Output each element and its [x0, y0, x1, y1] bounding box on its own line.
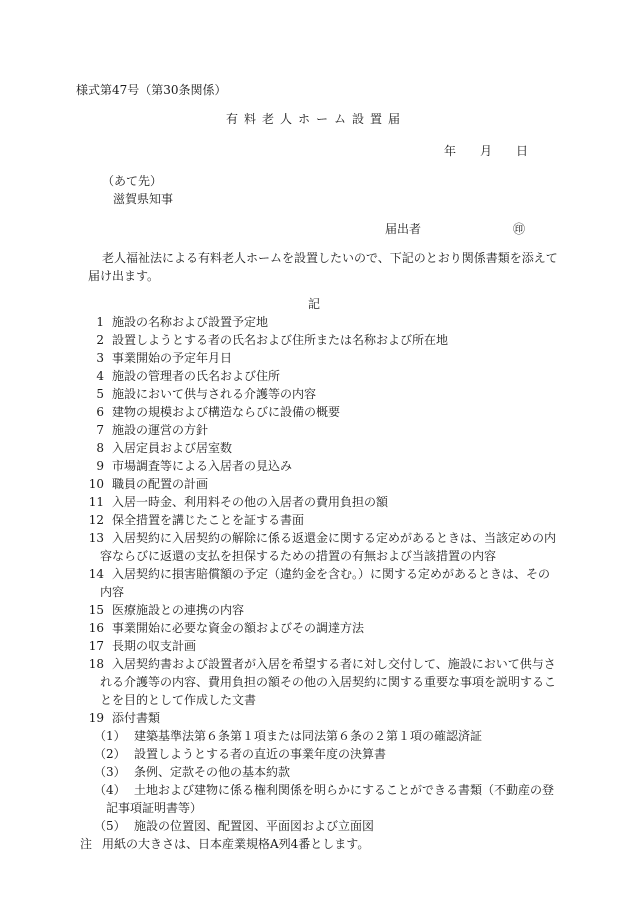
attachment-number: （2）	[94, 747, 126, 761]
list-item	[88, 532, 558, 568]
submitter-label: 届出者	[385, 222, 422, 236]
item-text: 施設の運営の方針	[112, 423, 209, 437]
attachment-text: 建築基準法第６条第１項または同法第６条の２第１項の確認済証	[134, 729, 483, 743]
item-number: 10	[88, 477, 104, 491]
list-item	[88, 388, 558, 406]
item-text-continued: れる介護等の内容、費用負担の額その他の入居契約に関する重要な事項を説明するこ	[100, 675, 557, 689]
note-label: 注	[80, 837, 93, 851]
list-item	[88, 460, 558, 478]
list-item	[88, 334, 558, 352]
item-text: 入居契約書および設置者が入居を希望する者に対し交付して、施設において供与さ	[112, 657, 556, 671]
item-number: 7	[96, 423, 104, 437]
note-text: 用紙の大きさは、日本産業規格A列4番とします。	[102, 837, 370, 851]
intro-line-1: 老人福祉法による有料老人ホームを設置したいので、下記のとおり関係書類を添えて	[102, 251, 558, 265]
item-number: 13	[88, 531, 104, 545]
item-text: 事業開始に必要な資金の額およびその調達方法	[112, 621, 365, 635]
item-text: 入居契約に入居契約の解除に係る返還金に関する定めがあるときは、当該定めの内	[112, 531, 557, 545]
date-month: 月	[480, 144, 493, 158]
item-text-continued: 内容	[100, 585, 125, 599]
attachment-number: （3）	[94, 765, 126, 779]
list-item	[94, 820, 554, 838]
list-item	[88, 622, 558, 640]
item-text: 医療施設との連携の内容	[112, 603, 245, 617]
item-text: 事業開始の予定年月日	[112, 351, 233, 365]
attachment-number: （1）	[94, 729, 126, 743]
item-text: 入居契約に損害賠償額の予定（違約金を含む。）に関する定めがあるときは、その	[112, 567, 551, 581]
ki-heading: 記	[308, 297, 321, 311]
list-item	[88, 604, 558, 622]
item-number: 19	[88, 711, 104, 725]
list-item	[88, 568, 558, 604]
list-item	[88, 352, 558, 370]
form-number: 様式第47号（第30条関係）	[76, 83, 227, 97]
date-year: 年	[444, 144, 457, 158]
item-number: 9	[96, 459, 104, 473]
date-day: 日	[516, 144, 529, 158]
item-number: 4	[96, 369, 104, 383]
list-item	[88, 424, 558, 442]
item-text: 施設の管理者の氏名および住所	[112, 369, 281, 383]
item-text: 市場調査等による入居者の見込み	[112, 459, 293, 473]
item-text: 設置しようとする者の氏名および住所または名称および所在地	[112, 333, 449, 347]
item-number: 1	[96, 315, 104, 329]
list-item	[94, 748, 554, 766]
list-item	[88, 640, 558, 658]
item-text: 職員の配置の計画	[112, 477, 209, 491]
item-text-continued: とを目的として作成した文書	[100, 693, 257, 707]
item-text: 入居定員および居室数	[112, 441, 233, 455]
list-item	[88, 316, 558, 334]
attachment-number: （5）	[94, 819, 126, 833]
list-item	[88, 712, 558, 730]
list-item	[88, 496, 558, 514]
item-number: 16	[88, 621, 104, 635]
item-number: 2	[96, 333, 104, 347]
item-number: 14	[88, 567, 104, 581]
list-item	[88, 478, 558, 496]
list-item	[94, 730, 554, 748]
item-number: 8	[96, 441, 104, 455]
item-number: 3	[96, 351, 104, 365]
list-item	[88, 406, 558, 424]
addressee-name: 滋賀県知事	[113, 192, 174, 206]
item-number: 15	[88, 603, 104, 617]
item-text: 施設において供与される介護等の内容	[112, 387, 317, 401]
list-item	[88, 442, 558, 460]
seal-mark: ㊞	[513, 222, 526, 236]
list-item	[88, 514, 558, 532]
item-number: 11	[88, 495, 104, 509]
list-item	[94, 784, 554, 820]
item-text: 建物の規模および構造ならびに設備の概要	[112, 405, 341, 419]
item-number: 6	[96, 405, 104, 419]
addressee-label: （あて先）	[102, 174, 163, 188]
list-item	[88, 658, 558, 712]
item-number: 18	[88, 657, 104, 671]
item-text: 施設の名称および設置予定地	[112, 315, 269, 329]
item-text: 保全措置を講じたことを証する書面	[112, 513, 305, 527]
list-item	[88, 370, 558, 388]
item-text: 添付書類	[112, 711, 161, 725]
attachment-text: 設置しようとする者の直近の事業年度の決算書	[134, 747, 387, 761]
item-text-continued: 容ならびに返還の支払を担保するための措置の有無および当該措置の内容	[100, 549, 497, 563]
attachment-text: 施設の位置図、配置図、平面図および立面図	[134, 819, 375, 833]
attachment-text: 条例、定款その他の基本約款	[134, 765, 291, 779]
item-text: 入居一時金、利用料その他の入居者の費用負担の額	[112, 495, 389, 509]
document-title: 有料老人ホーム設置届	[226, 112, 407, 126]
intro-line-2: 届け出ます。	[88, 269, 160, 283]
item-number: 12	[88, 513, 104, 527]
list-item	[94, 766, 554, 784]
item-number: 5	[96, 387, 104, 401]
attachment-text: 土地および建物に係る権利関係を明らかにすることができる書類（不動産の登	[134, 783, 555, 797]
item-number: 17	[88, 639, 104, 653]
attachment-number: （4）	[94, 783, 126, 797]
attachment-text-continued: 記事項証明書等）	[106, 801, 203, 815]
item-text: 長期の収支計画	[112, 639, 197, 653]
